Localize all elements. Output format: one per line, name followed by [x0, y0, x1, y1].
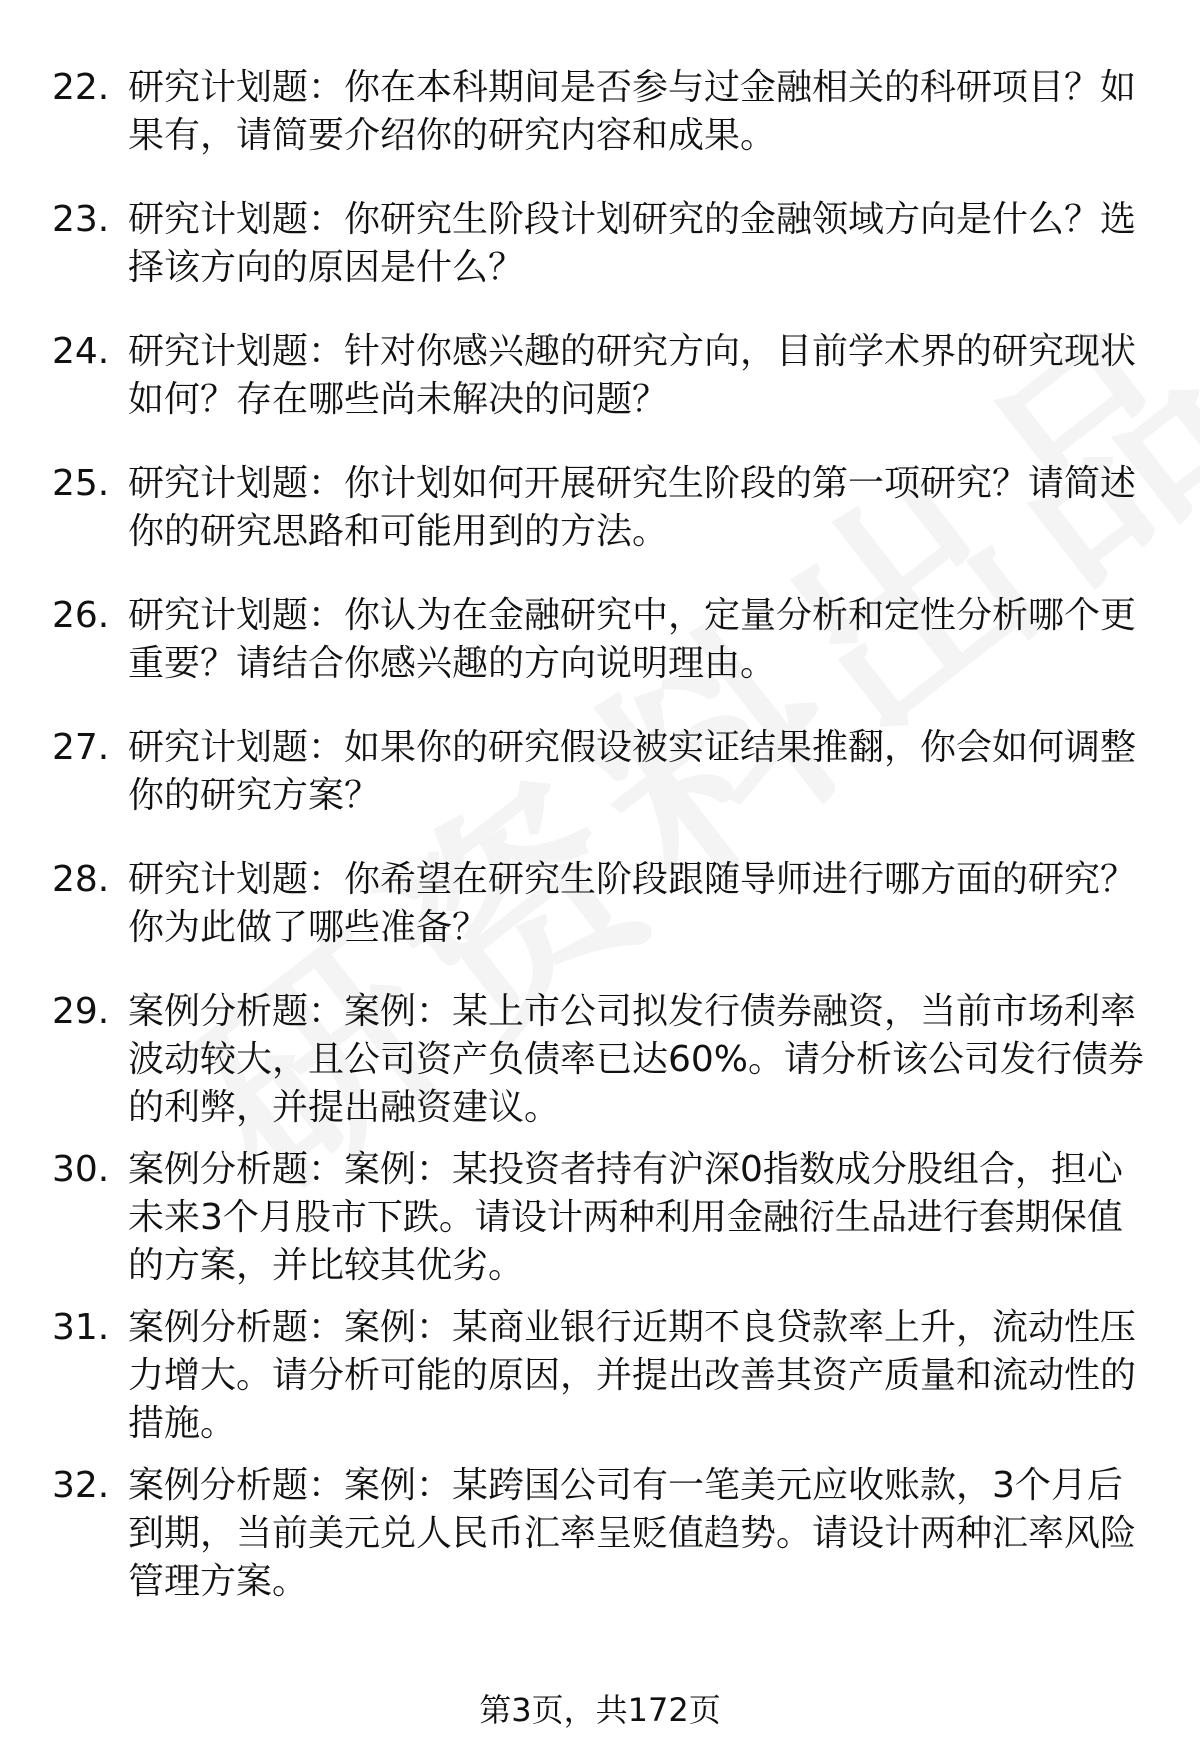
question-item — [0, 586, 1200, 718]
question-item — [0, 190, 1200, 322]
question-number: 24. — [52, 331, 110, 372]
question-item — [0, 982, 1200, 1140]
question-text: 研究计划题：你计划如何开展研究生阶段的第一项研究？请简述你的研究思路和可能用到的方法。 — [128, 463, 1137, 552]
question-number: 25. — [52, 463, 110, 504]
question-text: 案例分析题：案例：某跨国公司有一笔美元应收账款，3个月后到期，当前美元兑人民币汇率呈贬值趋势。请设计两种汇率风险管理方案。 — [128, 1465, 1137, 1602]
question-text: 研究计划题：你研究生阶段计划研究的金融领域方向是什么？选择该方向的原因是什么？ — [128, 199, 1137, 288]
question-text: 案例分析题：案例：某商业银行近期不良贷款率上升，流动性压力增大。请分析可能的原因，并提出改善其资产质量和流动性的措施。 — [128, 1307, 1137, 1444]
question-item — [0, 1298, 1200, 1456]
question-item — [0, 1456, 1200, 1614]
question-number: 29. — [52, 991, 110, 1032]
question-item — [0, 322, 1200, 454]
question-number: 22. — [52, 67, 110, 108]
question-text: 研究计划题：如果你的研究假设被实证结果推翻，你会如何调整你的研究方案？ — [128, 727, 1137, 816]
question-item — [0, 850, 1200, 982]
question-text: 研究计划题：你希望在研究生阶段跟随导师进行哪方面的研究？你为此做了哪些准备？ — [128, 859, 1137, 948]
question-item — [0, 454, 1200, 586]
question-item — [0, 58, 1200, 190]
question-number: 26. — [52, 595, 110, 636]
question-number: 28. — [52, 859, 110, 900]
question-text: 案例分析题：案例：某投资者持有沪深0指数成分股组合，担心未来3个月股市下跌。请设计两种利用金融衍生品进行套期保值的方案，并比较其优劣。 — [128, 1149, 1123, 1286]
question-number: 31. — [52, 1307, 110, 1348]
question-text: 案例分析题：案例：某上市公司拟发行债券融资，当前市场利率波动较大，且公司资产负债率已达60%。请分析该公司发行债券的利弊，并提出融资建议。 — [128, 991, 1145, 1128]
question-number: 32. — [52, 1465, 110, 1506]
question-text: 研究计划题：你认为在金融研究中，定量分析和定性分析哪个更重要？请结合你感兴趣的方向说明理由。 — [128, 595, 1137, 684]
page-number: 第3页，共172页 — [479, 1691, 721, 1729]
question-number: 30. — [52, 1149, 110, 1190]
question-text: 研究计划题：针对你感兴趣的研究方向，目前学术界的研究现状如何？存在哪些尚未解决的问题？ — [128, 331, 1137, 420]
question-number: 23. — [52, 199, 110, 240]
question-number: 27. — [52, 727, 110, 768]
question-item — [0, 1140, 1200, 1298]
question-text: 研究计划题：你在本科期间是否参与过金融相关的科研项目？如果有，请简要介绍你的研究内容和成果。 — [128, 67, 1137, 156]
question-item — [0, 718, 1200, 850]
question-list — [0, 58, 1200, 1614]
